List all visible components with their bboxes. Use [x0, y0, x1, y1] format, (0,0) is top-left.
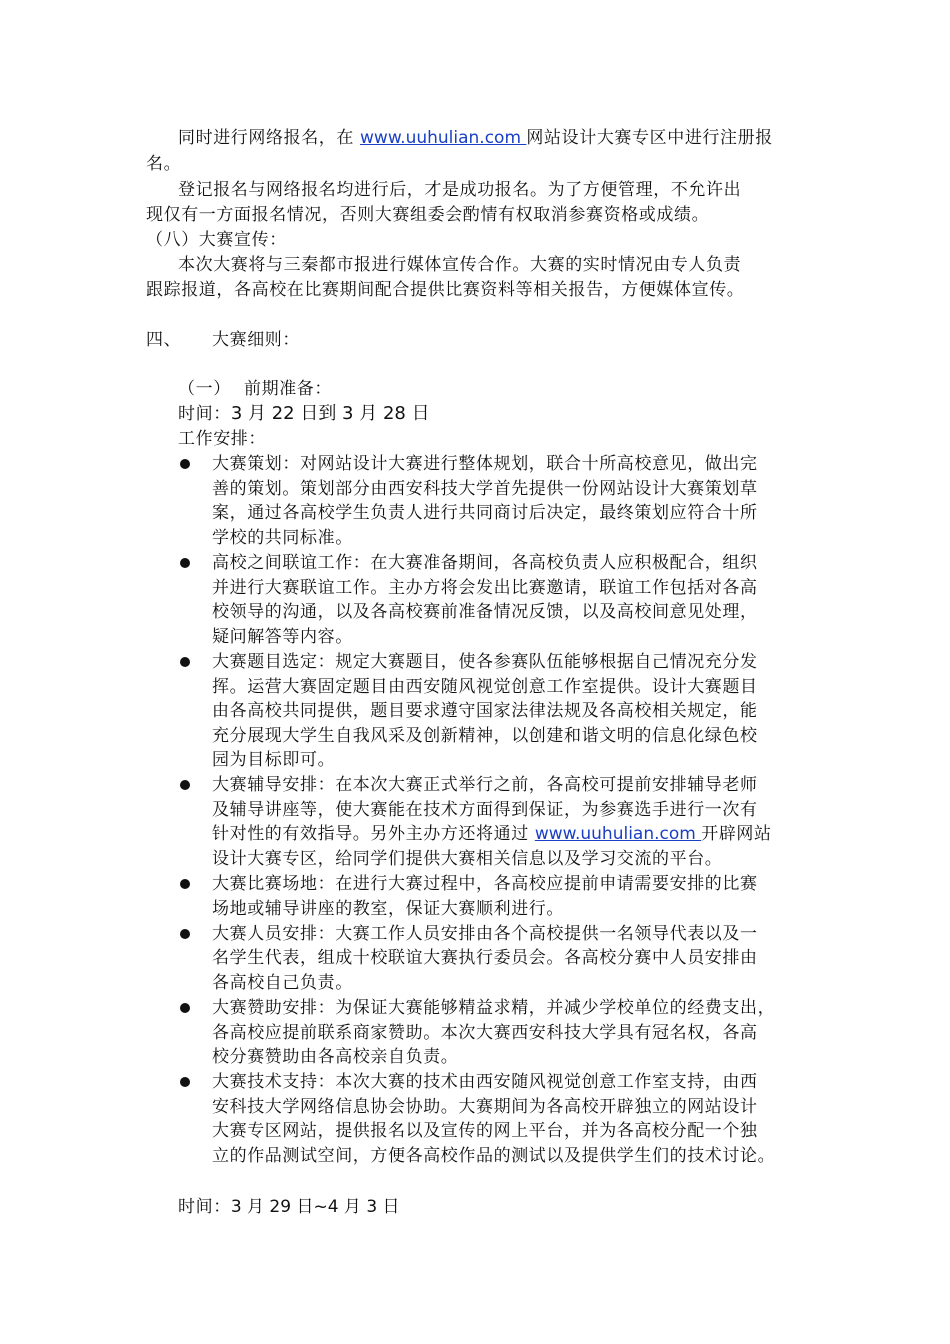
section-heading-8: （八）大赛宣传： — [146, 230, 287, 250]
list-item-line: 并进行大赛联谊工作。主办方将会发出比赛邀请，联谊工作包括对各高 — [212, 578, 758, 598]
text: 针对性的有效指导。另外主办方还将通过 — [212, 824, 535, 844]
list-item-line: 高校之间联谊工作：在大赛准备期间，各高校负责人应积极配合，组织 — [212, 553, 758, 573]
time-label: 时间： — [178, 404, 231, 424]
time-value: 3 月 22 日到 3 月 28 日 — [230, 403, 430, 424]
section-title: 大赛细则： — [212, 330, 300, 350]
list-item-line: 疑问解答等内容。 — [212, 627, 353, 647]
list-item-line: 大赛策划：对网站设计大赛进行整体规划，联合十所高校意见，做出完 — [212, 454, 758, 474]
paragraph-line: 登记报名与网络报名均进行后，才是成功报名。为了方便管理，不允许出 — [178, 180, 742, 200]
list-item-line: 安科技大学网络信息协会协助。大赛期间为各高校开辟独立的网站设计 — [212, 1097, 758, 1117]
time-line — [178, 1195, 400, 1219]
paragraph-line: 名。 — [146, 154, 182, 174]
list-item-line: 大赛比赛场地：在进行大赛过程中，各高校应提前申请需要安排的比赛 — [212, 874, 758, 894]
bullet-icon — [180, 780, 190, 790]
list-item-line: 大赛赞助安排：为保证大赛能够精益求精，并减少学校单位的经费支出， — [212, 998, 776, 1018]
list-item-line: 善的策划。策划部分由西安科技大学首先提供一份网站设计大赛策划草 — [212, 479, 758, 499]
text: 同时进行网络报名，在 — [178, 128, 361, 148]
bullet-icon — [180, 929, 190, 939]
text: 开辟网站 — [701, 824, 772, 844]
list-item-line: 案，通过各高校学生负责人进行共同商讨后决定，最终策划应符合十所 — [212, 503, 758, 523]
subsection-number: （一） — [178, 379, 231, 399]
list-item-line: 大赛题目选定：规定大赛题目，使各参赛队伍能够根据自己情况充分发 — [212, 652, 758, 672]
paragraph-line: 现仅有一方面报名情况，否则大赛组委会酌情有权取消参赛资格或成绩。 — [146, 205, 710, 225]
bullet-icon — [180, 558, 190, 568]
list-item-line: 学校的共同标准。 — [212, 528, 353, 548]
website-link[interactable]: www.uuhulian.com — [534, 824, 702, 844]
list-item-line — [212, 822, 772, 847]
subsection-title: 前期准备： — [244, 379, 332, 399]
text: 网站设计大赛专区中进行注册报 — [526, 128, 773, 148]
website-link[interactable]: www.uuhulian.com — [360, 128, 527, 148]
list-item-line: 名学生代表，组成十校联谊大赛执行委员会。各高校分赛中人员安排由 — [212, 948, 758, 968]
list-item-line: 各高校应提前联系商家赞助。本次大赛西安科技大学具有冠名权，各高 — [212, 1023, 758, 1043]
list-item-line: 大赛技术支持：本次大赛的技术由西安随风视觉创意工作室支持，由西 — [212, 1072, 758, 1092]
list-item-line: 设计大赛专区，给同学们提供大赛相关信息以及学习交流的平台。 — [212, 849, 723, 869]
list-item-line: 大赛专区网站，提供报名以及宣传的网上平台，并为各高校分配一个独 — [212, 1121, 758, 1141]
paragraph-line: 跟踪报道，各高校在比赛期间配合提供比赛资料等相关报告，方便媒体宣传。 — [146, 280, 745, 300]
list-item-line: 校分赛赞助由各高校亲自负责。 — [212, 1047, 459, 1067]
bullet-icon — [180, 657, 190, 667]
list-item-line: 立的作品测试空间，方便各高校作品的测试以及提供学生们的技术讨论。 — [212, 1146, 776, 1166]
list-item-line: 由各高校共同提供，题目要求遵守国家法律法规及各高校相关规定，能 — [212, 701, 758, 721]
bullet-icon — [180, 1003, 190, 1013]
time-value: 3 月 29 日~4 月 3 日 — [230, 1197, 400, 1217]
bullet-icon — [180, 459, 190, 469]
list-item-line: 校领导的沟通，以及各高校赛前准备情况反馈，以及高校间意见处理， — [212, 602, 758, 622]
list-item-line: 园为目标即可。 — [212, 750, 336, 770]
list-item-line: 挥。运营大赛固定题目由西安随风视觉创意工作室提供。设计大赛题目 — [212, 677, 758, 697]
list-item-line: 各高校自己负责。 — [212, 973, 353, 993]
list-item-line: 大赛辅导安排：在本次大赛正式举行之前，各高校可提前安排辅导老师 — [212, 775, 758, 795]
list-item-line: 大赛人员安排：大赛工作人员安排由各个高校提供一名领导代表以及一 — [212, 924, 758, 944]
bullet-icon — [180, 879, 190, 889]
paragraph-line: 本次大赛将与三秦都市报进行媒体宣传合作。大赛的实时情况由专人负责 — [178, 255, 742, 275]
list-item-line: 及辅导讲座等，使大赛能在技术方面得到保证，为参赛选手进行一次有 — [212, 800, 758, 820]
time-line — [178, 402, 430, 426]
bullet-icon — [180, 1077, 190, 1087]
list-item-line: 充分展现大学生自我风采及创新精神，以创建和谐文明的信息化绿色校 — [212, 726, 758, 746]
section-number: 四、 — [146, 330, 182, 350]
paragraph-line — [178, 126, 773, 150]
time-label: 时间： — [178, 1197, 231, 1217]
work-label: 工作安排： — [178, 429, 266, 449]
list-item-line: 场地或辅导讲座的教室，保证大赛顺利进行。 — [212, 899, 564, 919]
